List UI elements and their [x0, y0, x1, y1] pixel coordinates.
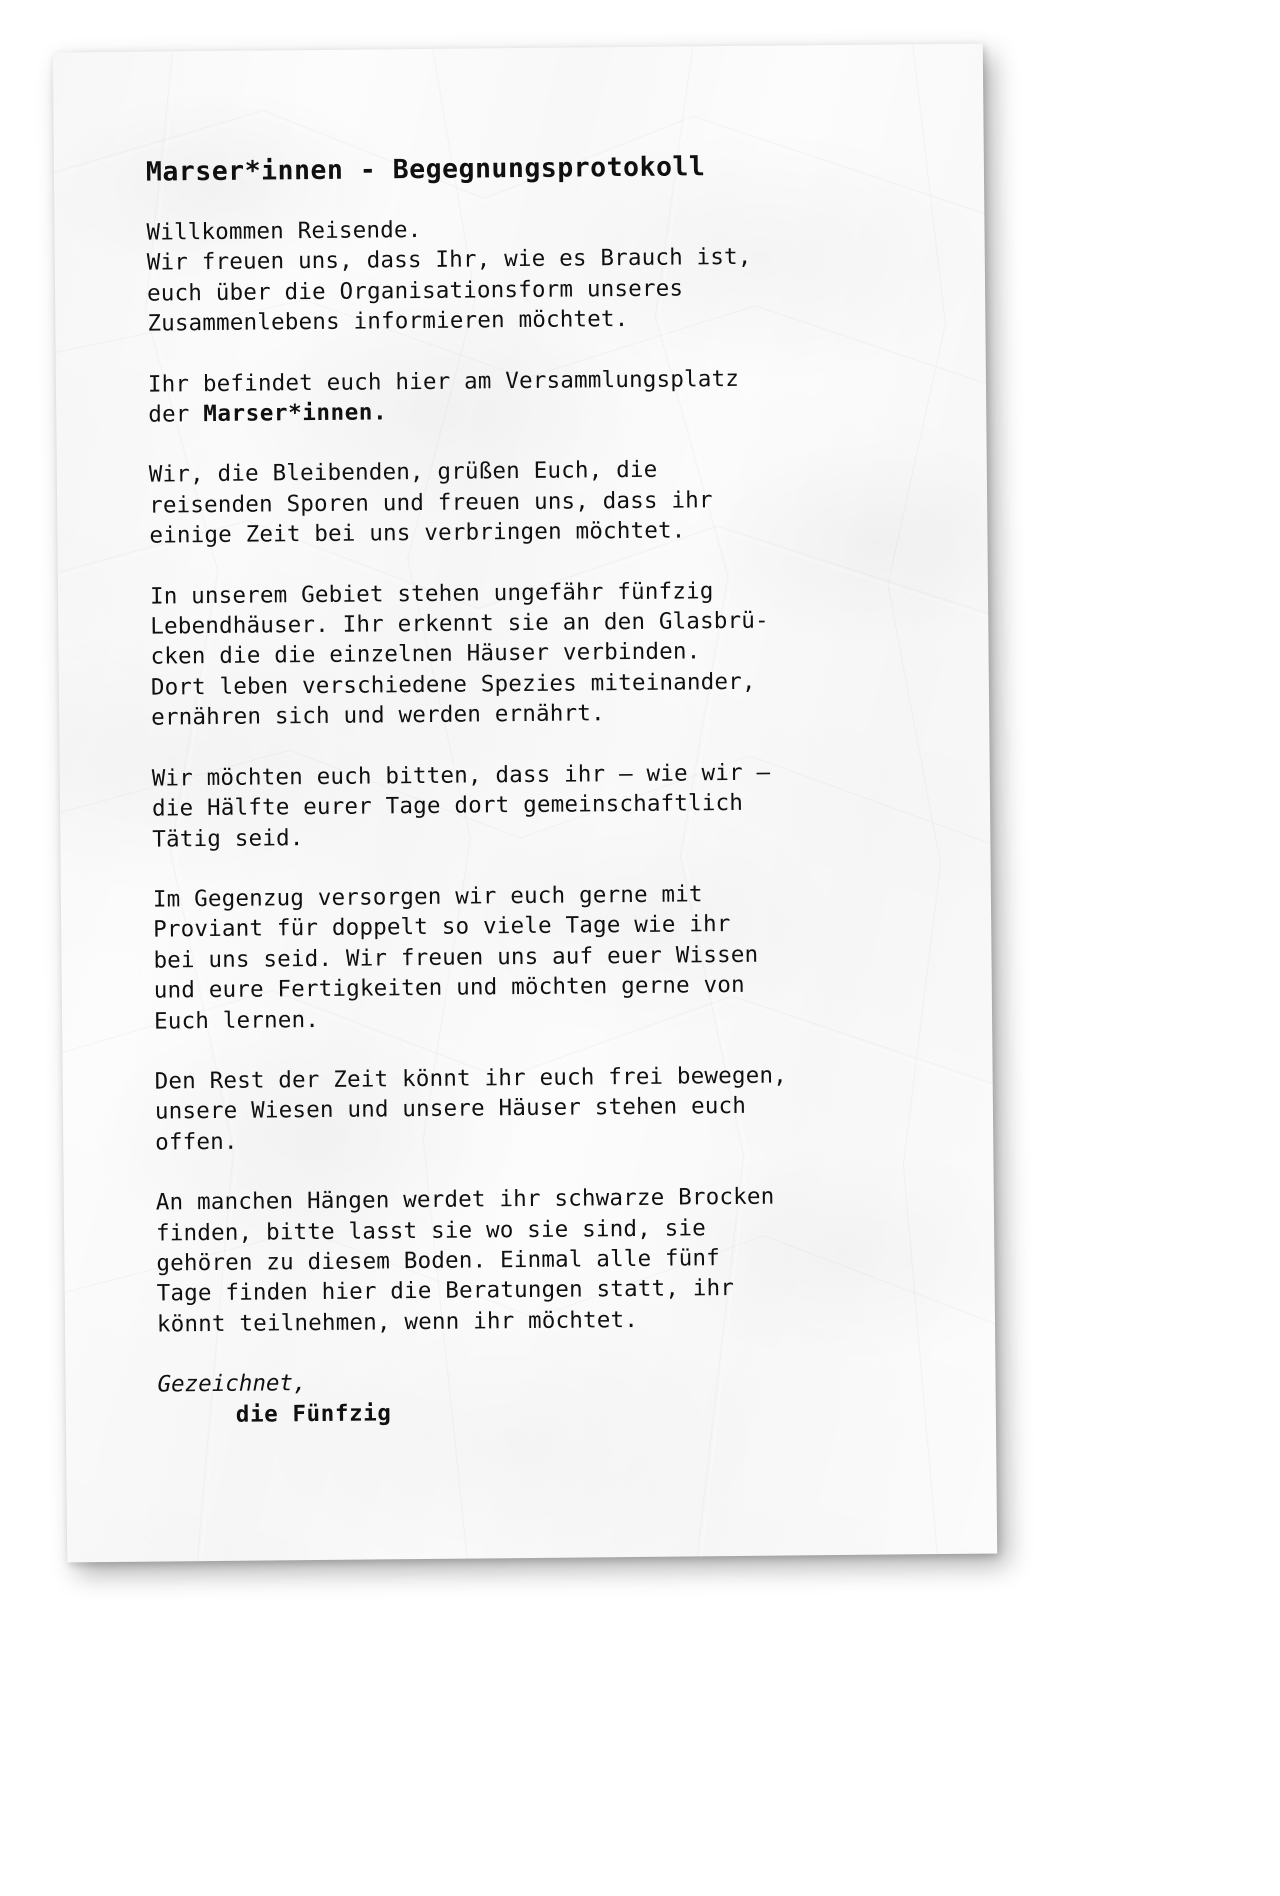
- paragraph-welcome: Willkommen Reisende. Wir freuen uns, dass Ihr, wie es Brauch ist, euch über die Organisationsform unseres Zusammenlebens informieren möchtet.: [146, 216, 752, 337]
- paragraph-rules: An manchen Hängen werdet ihr schwarze Brocken finden, bitte lasst sie wo sie sind, sie gehören zu diesem Boden. Einmal alle fünf Tage finden hier die Beratungen statt, ihr könnt teilnehmen, wenn ihr möchtet.: [155, 1183, 775, 1338]
- paragraph-greeting: Wir, die Bleibenden, grüßen Euch, die reisenden Sporen und freuen uns, dass ihr einige Zeit bei uns verbringen möchtet.: [148, 457, 713, 549]
- paper-sheet: [53, 44, 997, 1563]
- paragraph-location-intro-lead: Ihr befindet euch hier am Versammlungsplatz der: [147, 365, 740, 428]
- paragraph-freedom: Den Rest der Zeit könnt ihr euch frei bewegen, unsere Wiesen und unsere Häuser stehen euch offen.: [154, 1062, 788, 1156]
- document-content: [146, 150, 918, 1430]
- emphasis-marserinnen: Marser*innen.: [203, 399, 388, 428]
- paragraph-location-intro: [148, 362, 909, 430]
- paragraph-request: Wir möchten euch bitten, dass ihr — wie wir — die Hälfte eurer Tage dort gemeinschaftlich Tätig seid.: [151, 759, 771, 853]
- paragraph-exchange: Im Gegenzug versorgen wir euch gerne mit Proviant für doppelt so viele Tage wie ihr bei uns seid. Wir freuen uns auf euer Wissen und eure Fertigkeiten und möchten gerne von Euch lernen.: [152, 881, 759, 1035]
- signature-closing: Gezeichnet,: [157, 1370, 307, 1398]
- signature-block: [157, 1362, 918, 1430]
- paragraph-territory: In unserem Gebiet stehen ungefähr fünfzig Lebendhäuser. Ihr erkennt sie an den Glasbrü- cken die die einzelnen Häuser verbinden. Dort leben verschiedene Spezies miteinander, ernähren sich und werden ernährt.: [149, 577, 769, 731]
- page-title: Marser*innen - Begegnungsprotokoll: [145, 151, 706, 188]
- signature-signer: die Fünfzig: [235, 1399, 392, 1428]
